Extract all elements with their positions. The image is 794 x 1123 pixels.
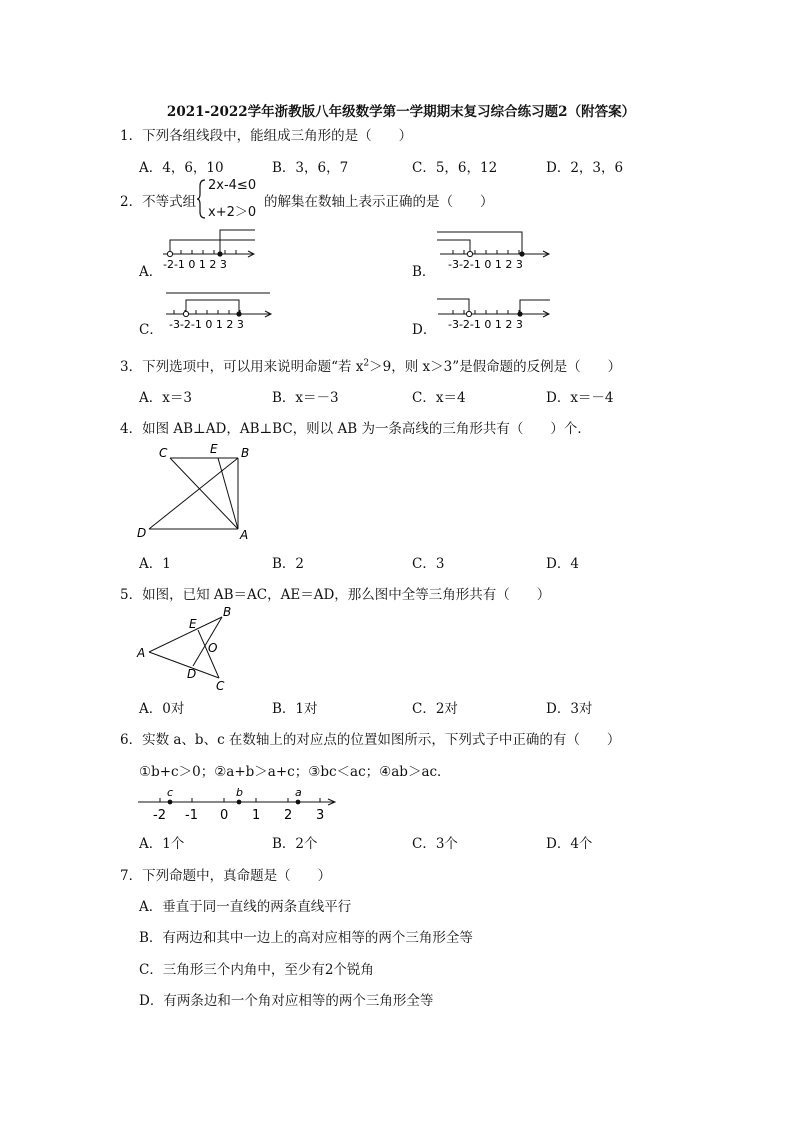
tick-neg1: -1 [185,808,198,823]
q2-numberline-d [434,286,554,334]
q6-numberline [136,784,341,824]
question-6-stem: 6．实数 a、b、c 在数轴上的对应点的位置如图所示，下列式子中正确的有（ ） [120,732,621,748]
point-b: B [241,446,250,460]
q7-option-a: A．垂直于同一直线的两条直线平行 [139,899,352,915]
question-4-stem: 4．如图 AB⊥AD，AB⊥BC，则以 AB 为一条高线的三角形共有（ ）个． [120,421,591,437]
q5-option-c: C．2对 [412,701,458,717]
point-a: A [240,528,249,542]
q3-option-c: C．x＝4 [412,390,466,406]
question-2-suffix: 的解集在数轴上表示正确的是（ ） [264,194,494,210]
q2-numberline-b [434,226,554,274]
question-3-stem: 3．下列选项中，可以用来说明命题“若 $x^2>9$，则 x＞3”是假命题的反例是（ ） [120,358,622,375]
q5-option-d: D．3对 [546,701,593,717]
q5-figure [132,602,242,692]
point-c-label: c [167,786,174,799]
point-a: A [137,646,146,660]
q2-label-b: B． [412,264,436,280]
point-a-label: a [295,786,302,799]
q7-option-d: D．有两条边和一个角对应相等的两个三角形全等 [139,993,434,1009]
q6-option-a: A．1个 [139,836,185,852]
q6-option-b: B．2个 [272,836,318,852]
q5-option-b: B．1对 [272,701,318,717]
question-7-stem: 7．下列命题中，真命题是（ ） [120,868,332,884]
page-title: 2021-2022学年浙教版八年级数学第一学期期末复习综合练习题2（附答案） [166,104,636,120]
q4-option-a: A．1 [139,556,171,572]
q2-label-d: D． [412,322,437,338]
ticks-a: -2-1 0 1 2 3 [163,258,227,271]
q4-figure [132,440,262,543]
point-c: C [159,446,168,460]
inequality-1: 2x-4≤0 [208,178,257,193]
question-1-stem: 1．下列各组线段中，能组成三角形的是（ ） [120,128,413,144]
q4-option-d: D．4 [546,556,579,572]
q1-option-b: B．3，6，7 [272,160,349,176]
point-o: O [208,641,218,655]
q4-option-c: C．3 [412,556,445,572]
q3-option-b: B．x＝－3 [272,390,339,406]
tick-neg2: -2 [153,808,166,823]
q2-numberline-a [155,226,260,274]
tick-2: 2 [284,808,293,823]
q1-option-a: A．4，6，10 [139,160,224,176]
q3-option-d: D．x＝－4 [546,390,614,406]
q7-option-c: C．三角形三个内角中，至少有2个锐角 [139,962,374,978]
point-e: E [210,442,218,456]
tick-3: 3 [316,808,325,823]
q7-option-b: B．有两边和其中一边上的高对应相等的两个三角形全等 [139,930,473,946]
q3-option-a: A．x＝3 [139,390,192,406]
question-6-items: ①b+c＞0；②a+b＞a+c；③bc＜ac；④ab＞ac． [139,764,451,780]
q1-option-c: C．5，6，12 [412,160,498,176]
q4-option-b: B．2 [272,556,305,572]
ticks-b: -3-2-1 0 1 2 3 [448,258,523,271]
q2-label-a: A． [139,264,163,280]
point-e: E [189,617,197,631]
tick-1: 1 [252,808,261,823]
q2-numberline-c [160,286,275,334]
q6-option-c: C．3个 [412,836,458,852]
ticks-c: -3-2-1 0 1 2 3 [169,318,244,331]
point-c: C [216,679,225,692]
ticks-d: -3-2-1 0 1 2 3 [448,318,523,331]
question-2-prefix: 2．不等式组 [120,194,197,210]
q1-option-d: D．2，3，6 [546,160,624,176]
inequality-2: x+2＞0 [208,205,257,220]
q5-option-a: A．0对 [139,701,185,717]
point-d: D [187,667,197,681]
point-d: D [137,526,147,540]
tick-0: 0 [220,808,229,823]
q6-option-d: D．4个 [546,836,593,852]
point-b: B [223,605,232,619]
point-b-label: b [236,786,243,799]
q2-label-c: C． [139,322,163,338]
question-5-stem: 5．如图，已知 AB＝AC，AE＝AD，那么图中全等三角形共有（ ） [120,587,551,603]
system-brace [196,178,208,220]
